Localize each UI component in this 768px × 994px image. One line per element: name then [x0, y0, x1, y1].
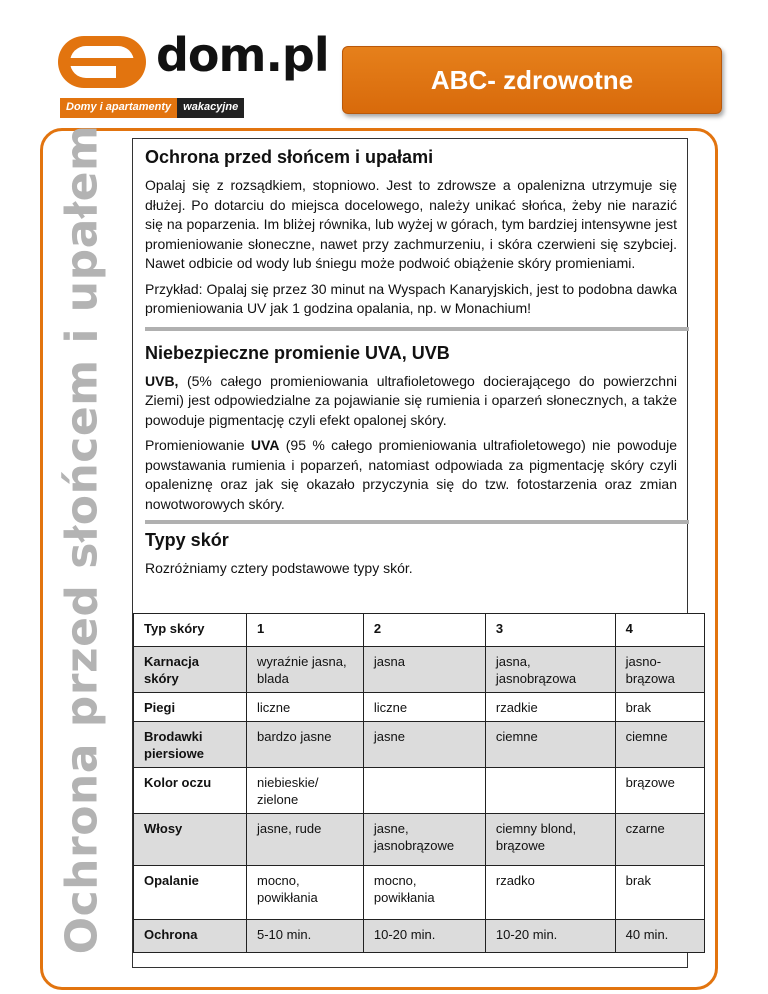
table-row [134, 614, 705, 647]
row-header: Karnacja skóry [134, 647, 247, 693]
paragraph-sun-intro: Opalaj się z rozsądkiem, stopniowo. Jest to zdrowsze a opalenizna utrzymuje się dłużej. Po dotarciu do miejsca docelowego, należy unikać słońca, żeby nie narazić się na poparzenia. Im bliżej równika, lub wyżej w górach, tym bardziej intensywne jest promieniowanie słoneczne, nawet przy zachmurzeniu, i skóra czerwieni się szybciej. Nawet odbicie od wody lub śniegu może podwoić obiążenie skóry promieniami. [145, 177, 677, 271]
table-cell: jasne [363, 722, 485, 768]
table-cell: 4 [615, 614, 704, 647]
logo [56, 28, 329, 120]
table-cell: ciemne [615, 722, 704, 768]
logo-tagline-right: wakacyjne [177, 98, 244, 118]
table-cell: ciemne [485, 722, 615, 768]
uvb-text: (5% całego promieniowania ultrafioletowego docierającego do powierzchni Ziemi) jest odpowiedzialne za pojawianie się rumienia i oparzeń słonecznych, a także powoduje pigmentację czyli efekt opalonej skóry. [145, 372, 677, 428]
table-row [134, 722, 705, 768]
table-cell: 10-20 min. [485, 920, 615, 953]
table-cell: jasne, rude [247, 814, 364, 866]
uva-term: UVA [250, 437, 280, 453]
skin-types-table [133, 613, 705, 953]
header-banner [342, 46, 722, 114]
table-row [134, 647, 705, 693]
table-cell: 5-10 min. [247, 920, 364, 953]
section-divider [145, 327, 689, 331]
paragraph-uvb [145, 372, 677, 431]
side-title-text: Ochrona przed słońcem i upałem [56, 124, 108, 954]
paragraph-uva [145, 436, 677, 514]
logo-tagline [60, 98, 316, 118]
row-header: Typ skóry [134, 614, 247, 647]
row-header: Piegi [134, 693, 247, 722]
paragraph-sun-example: Przykład: Opalaj się przez 30 minut na Wyspach Kanaryjskich, jest to podobna dawka promieniowania UV jak 1 godzina opalania, np. w Monachium! [145, 280, 677, 316]
paragraph-skin-intro: Rozróżniamy cztery podstawowe typy skór. [145, 560, 413, 576]
logo-name: dom.pl [156, 28, 329, 82]
table-cell: ciemny blond, brązowe [485, 814, 615, 866]
table-cell: 40 min. [615, 920, 704, 953]
table-cell: jasna, jasnobrązowa [485, 647, 615, 693]
logo-tagline-left: Domy i apartamenty [60, 98, 177, 118]
section-heading-uv: Niebezpieczne promienie UVA, UVB [145, 342, 450, 363]
table-cell: bardzo jasne [247, 722, 364, 768]
content-inner [145, 147, 677, 585]
table-cell: rzadko [485, 866, 615, 920]
section-heading-skin-types: Typy skór [145, 530, 229, 550]
table-cell: jasno-brązowa [615, 647, 704, 693]
table-row [134, 693, 705, 722]
row-header: Kolor oczu [134, 768, 247, 814]
table-cell: brązowe [615, 768, 704, 814]
table-row [134, 768, 705, 814]
table-cell: jasne, jasnobrązowe [363, 814, 485, 866]
table-cell: rzadkie [485, 693, 615, 722]
table-cell: mocno, powikłania [247, 866, 364, 920]
header-title: ABC- zdrowotne [430, 64, 634, 95]
row-header: Opalanie [134, 866, 247, 920]
table-cell: brak [615, 693, 704, 722]
section-divider [145, 520, 689, 524]
table-row [134, 920, 705, 953]
logo-e-mark-icon [56, 34, 148, 90]
table-cell: 2 [363, 614, 485, 647]
row-header: Ochrona [134, 920, 247, 953]
row-header: Włosy [134, 814, 247, 866]
table-cell: 3 [485, 614, 615, 647]
table-cell [485, 768, 615, 814]
table-cell: liczne [247, 693, 364, 722]
table-cell: 10-20 min. [363, 920, 485, 953]
table-cell: brak [615, 866, 704, 920]
table-cell: czarne [615, 814, 704, 866]
table-cell: 1 [247, 614, 364, 647]
table-row [134, 866, 705, 920]
table-cell: mocno, powikłania [363, 866, 485, 920]
row-header: Brodawki piersiowe [134, 722, 247, 768]
table-cell: niebieskie/ zielone [247, 768, 364, 814]
uva-text: (95 % całego promieniowania ultrafioletowego) nie powoduje powstawania rumienia i poparzeń, natomiast odpowiada za pigmentację skóry czyli opaleniznę oraz jak się okazało przyczynia się do tzw. fotostarzenia oraz zmian nowotworowych skóry. [145, 437, 677, 512]
table-row [134, 814, 705, 866]
uva-lead: Promieniowanie [145, 437, 251, 453]
uvb-term: UVB, [145, 372, 179, 389]
section-heading-sun: Ochrona przed słońcem i upałami [145, 147, 434, 167]
table-cell: jasna [363, 647, 485, 693]
table-cell: wyraźnie jasna, blada [247, 647, 364, 693]
table-cell [363, 768, 485, 814]
side-title [48, 124, 116, 954]
table-cell: liczne [363, 693, 485, 722]
